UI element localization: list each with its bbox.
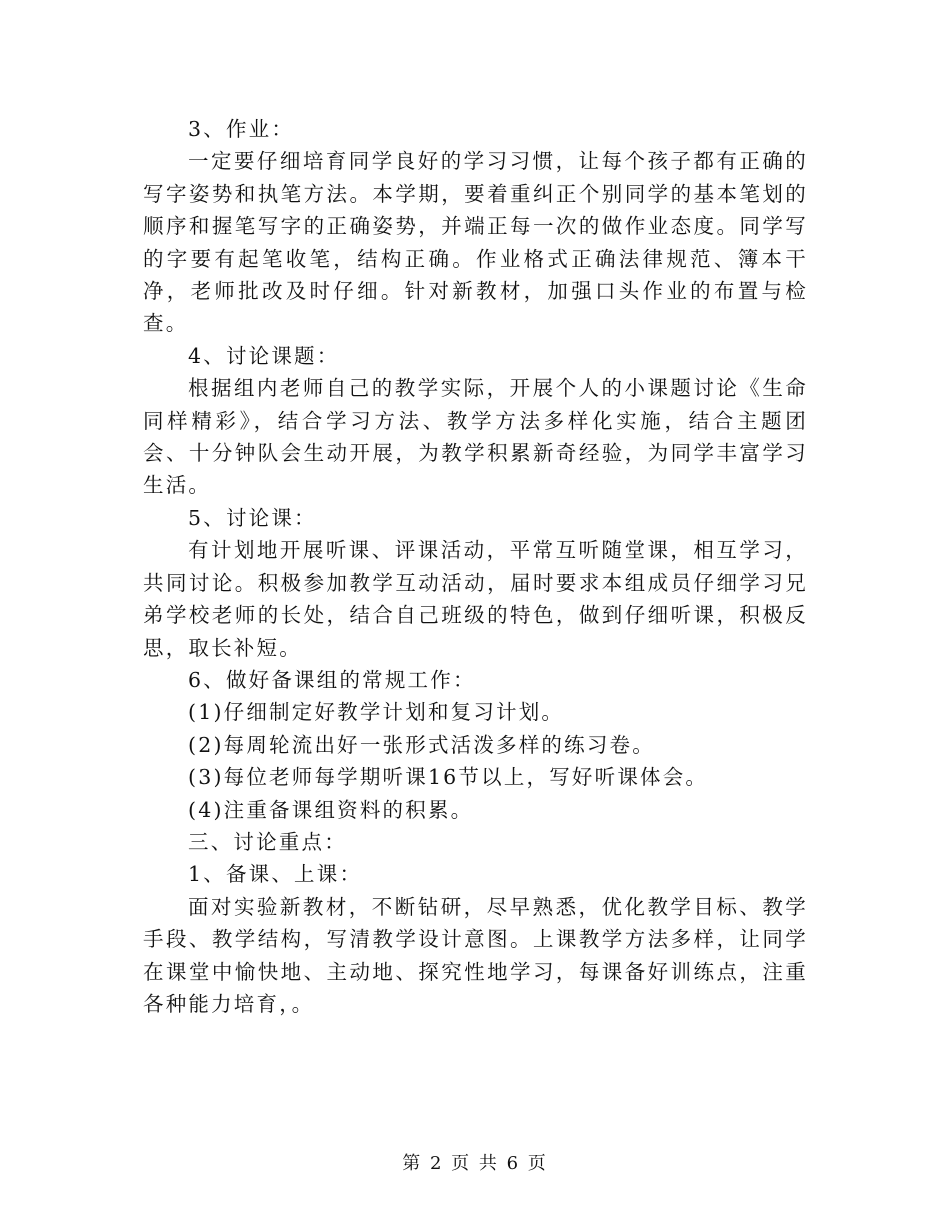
paragraph-research-topic: 根据组内老师自己的教学实际，开展个人的小课题讨论《生命同样精彩》，结合学习方法、教学方法多样化实施，结合主题团会、十分钟队会生动开展，为教学积累新奇经验，为同学丰富学习生活。 [143,376,808,498]
list-item: (3)每位老师每学期听课16节以上，写好听课体会。 [188,765,709,790]
section-heading-research-topic: 4、讨论课题： [188,343,340,368]
section-heading-homework: 3、作业： [188,117,295,141]
section-heading-discussion-lesson: 5、讨论课： [188,505,317,530]
list-item: (1)仔细制定好教学计划和复习计划。 [188,700,565,725]
section-heading-routine-work: 6、做好备课组的常规工作： [188,667,476,692]
page-number-footer: 第 2 页 共 6 页 [402,1153,548,1174]
list-item: (4)注重备课组资料的积累。 [188,797,474,822]
list-item: (2)每周轮流出好一张形式活泼多样的练习卷。 [188,732,655,757]
paragraph-homework: 一定要仔细培育同学良好的学习习惯，让每个孩子都有正确的写字姿势和执笔方法。本学期，要着重纠正个别同学的基本笔划的顺序和握笔写字的正确姿势，并端正每一次的做作业态度。同学写的字要有起笔收笔，结构正确。作业格式正确法律规范、簿本干净，老师批改及时仔细。针对新教材，加强口头作业的布置与检查。 [143,149,808,336]
paragraph-discussion-lesson: 有计划地开展听课、评课活动，平常互听随堂课，相互学习，共同讨论。积极参加教学互动活动，届时要求本组成员仔细学习兄弟学校老师的长处，结合自己班级的特色，做到仔细听课，积极反思，取长补短。 [143,538,808,660]
document-body [143,113,808,1020]
section-heading-lesson-prep: 1、备课、上课： [188,862,363,887]
section-heading-key-points: 三、讨论重点： [188,829,347,854]
paragraph-lesson-prep: 面对实验新教材，不断钻研，尽早熟悉，优化教学目标、教学手段、教学结构，写清教学设计意图。上课教学方法多样，让同学在课堂中愉快地、主动地、探究性地学习，每课备好训练点，注重各种能力培育，。 [143,894,808,1016]
